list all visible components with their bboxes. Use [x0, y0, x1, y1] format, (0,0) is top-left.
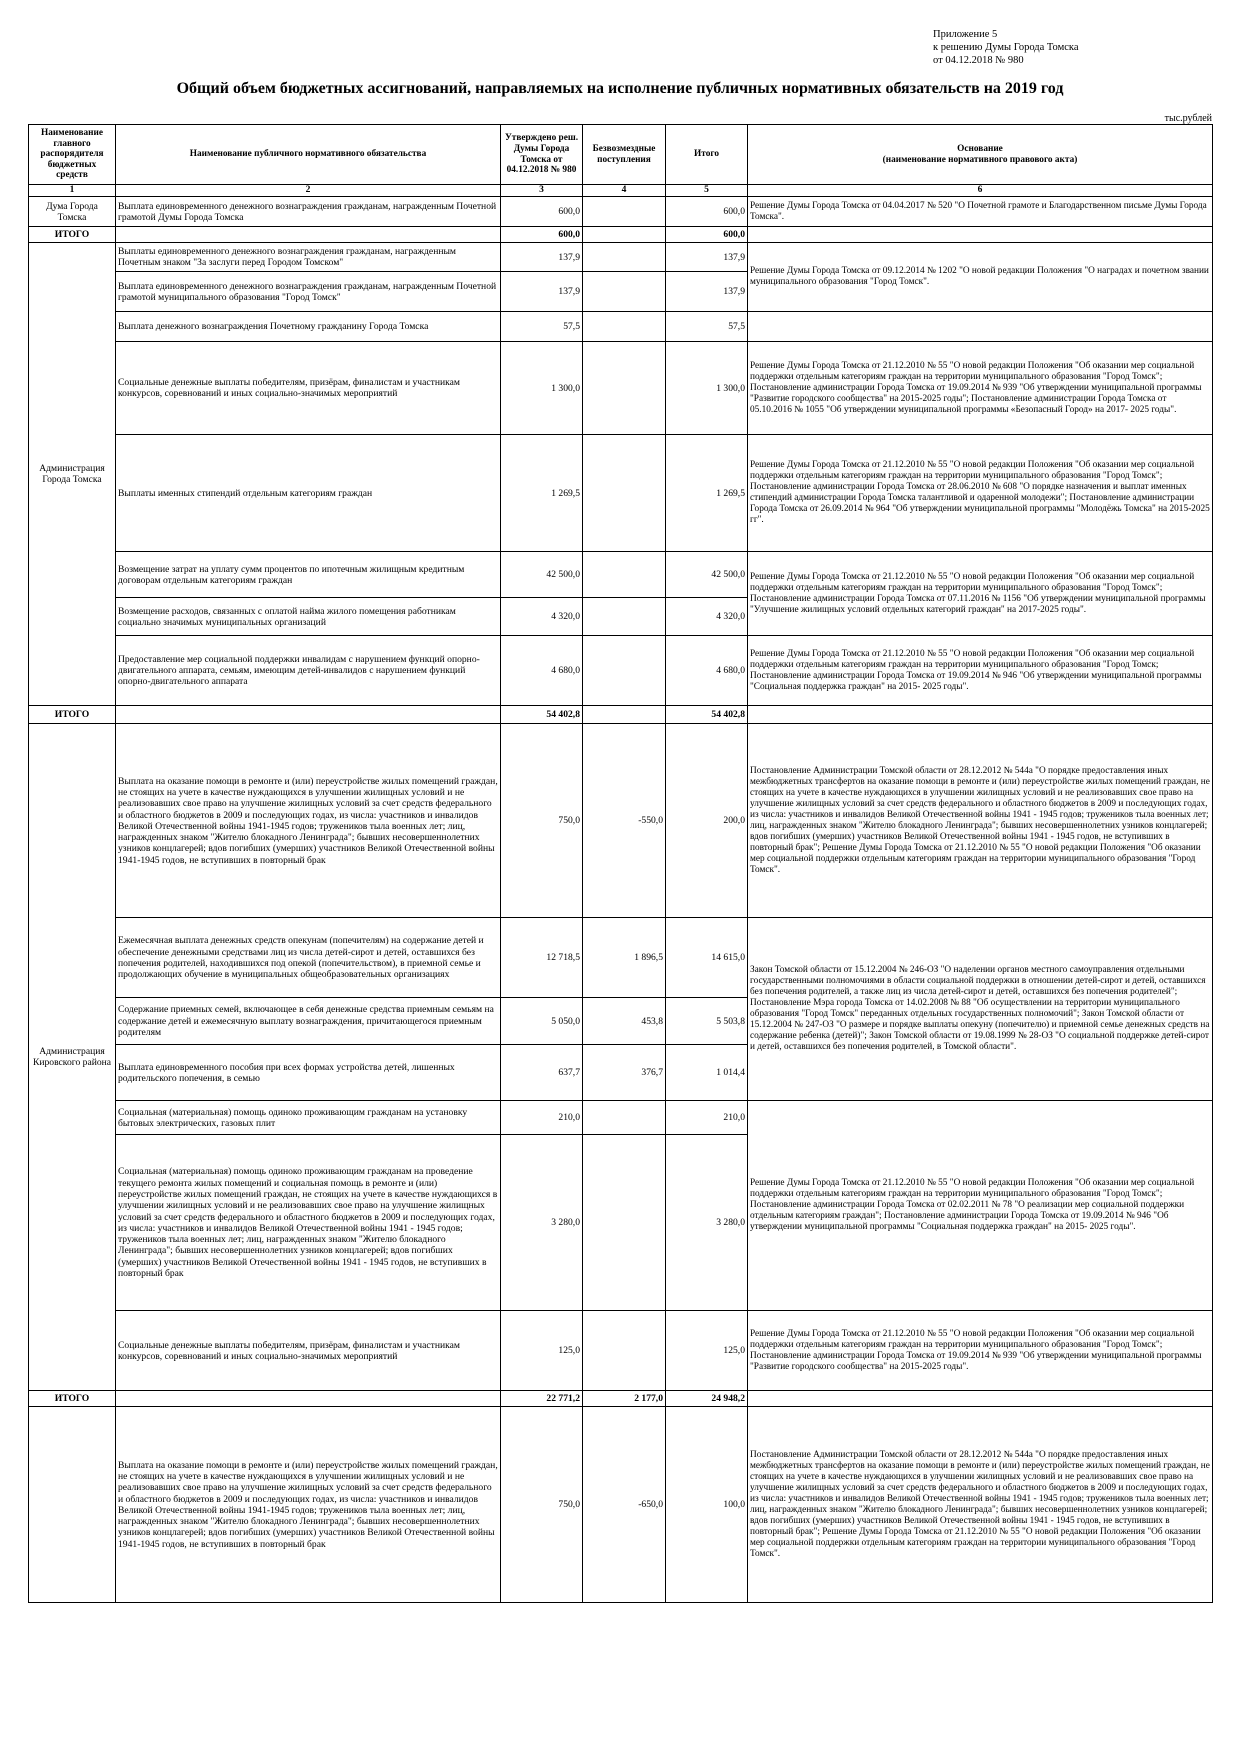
total-cell: 54 402,8 [666, 706, 748, 724]
header-cell: Итого [666, 125, 748, 185]
basis-cell: Постановление Администрации Томской области от 28.12.2012 № 544а "О порядке предоставления иных межбюджетных трансфертов на оказание помощи в ремонте и (или) переустройстве жилых помещений граждан, не стоящих на учете в качестве нуждающихся в улучшении жилищных условий и не реализовавших свое право на улучшение жилищных условий за счет средств федерального и областного бюджетов в 2009 и последующих годах, из числа: участников и инвалидов Великой Отечественной войны 1941 - 1945 годов; тружеников тыла военных лет; лиц, награжденных знаком "Жителю блокадного Ленинграда"; бывших несовершеннолетних узников концлагерей; вдов погибших (умерших) участников Великой Отечественной войны 1941 - 1945 годов, не вступивших в повторный брак"; Решение Думы Города Томска от 21.12.2010 № 55 "О новой редакции Положения "Об оказании мер социальной поддержки отдельным категориям граждан на территории муниципального образования "Город Томск". [748, 1407, 1213, 1603]
org-cell: Администрация Кировского района [29, 724, 116, 1391]
total-label: ИТОГО [29, 706, 116, 724]
total-cell: 4 680,0 [666, 636, 748, 706]
basis-cell [748, 227, 1213, 243]
total-cell: 100,0 [666, 1407, 748, 1603]
annex-note [933, 28, 1079, 67]
grants-cell [583, 243, 666, 272]
approved-cell: 54 402,8 [501, 706, 583, 724]
obligation-cell: Социальная (материальная) помощь одиноко проживающим гражданам на проведение текущего ремонта жилых помещений и социальная помощь в ремонте и (или) переустройстве жилых помещений граждан, не стоящих на учете в качестве нуждающихся в улучшении жилищных условий и не реализовавших свое право на улучшение жилищных условий за счет средств федерального и областного бюджетов в 2009 и последующих годах, из числа: участников и инвалидов Великой Отечественной войны 1941 - 1945 годов; тружеников тыла военных лет; лиц, награжденных знаком "Жителю блокадного Ленинграда"; бывших несовершеннолетних узников концлагерей; вдов погибших (умерших) участников Великой Отечественной войны 1941 - 1945 годов, не вступивших в повторный брак [116, 1135, 501, 1311]
approved-cell: 3 280,0 [501, 1135, 583, 1311]
obligation-cell: Социальная (материальная) помощь одиноко проживающим гражданам на установку бытовых электрических, газовых плит [116, 1101, 501, 1135]
total-label: ИТОГО [29, 1391, 116, 1407]
total-cell: 1 269,5 [666, 435, 748, 552]
grants-cell [583, 552, 666, 598]
obligation-cell: Социальные денежные выплаты победителям, призёрам, финалистам и участникам конкурсов, соревнований и иных социально-значимых мероприятий [116, 342, 501, 435]
obligation-cell: Предоставление мер социальной поддержки инвалидам с нарушением функций опорно-двигательного аппарата, семьям, имеющим детей-инвалидов с нарушением функций опорно-двигательного аппарата [116, 636, 501, 706]
basis-cell: Решение Думы Города Томска от 21.12.2010 № 55 "О новой редакции Положения "Об оказании мер социальной поддержки отдельным категориям граждан на территории муниципального образования "Город Томск"; Постановление администрации Города Томска от 07.11.2016 № 1156 "Об утверждении муниципальной программы "Улучшение жилищных условий отдельных категорий граждан" на 2017-2025 годы". [748, 552, 1213, 636]
approved-cell: 1 269,5 [501, 435, 583, 552]
grants-cell: 376,7 [583, 1045, 666, 1101]
header-cell: Утверждено реш. Думы Города Томска от 04.12.2018 № 980 [501, 125, 583, 185]
table-row [29, 312, 1213, 342]
total-cell: 5 503,8 [666, 998, 748, 1045]
obligation-cell: Возмещение затрат на уплату сумм процентов по ипотечным жилищным кредитным договорам отдельным категориям граждан [116, 552, 501, 598]
approved-cell: 42 500,0 [501, 552, 583, 598]
document-title: Общий объем бюджетных ассигнований, направляемых на исполнение публичных нормативных обязательств на 2019 год [176, 80, 1064, 97]
basis-cell [748, 706, 1213, 724]
column-number: 1 [29, 185, 116, 197]
approved-cell: 137,9 [501, 272, 583, 312]
basis-cell: Постановление Администрации Томской области от 28.12.2012 № 544а "О порядке предоставления иных межбюджетных трансфертов на оказание помощи в ремонте и (или) переустройстве жилых помещений граждан, не стоящих на учете в качестве нуждающихся в улучшении жилищных условий и не реализовавших свое право на улучшение жилищных условий за счет средств федерального и областного бюджетов в 2009 и последующих годах, из числа: участников и инвалидов Великой Отечественной войны 1941 - 1945 годов; тружеников тыла военных лет; лиц, награжденных знаком "Жителю блокадного Ленинграда"; бывших несовершеннолетних узников концлагерей; вдов погибших (умерших) участников Великой Отечественной войны 1941 - 1945 годов, не вступивших в повторный брак"; Решение Думы Города Томска от 21.12.2010 № 55 "О новой редакции Положения "Об оказании мер социальной поддержки отдельным категориям граждан на территории муниципального образования "Город Томск". [748, 724, 1213, 918]
approved-cell: 637,7 [501, 1045, 583, 1101]
basis-cell: Решение Думы Города Томска от 04.04.2017 № 520 "О Почетной грамоте и Благодарственном письме Думы Города Томска". [748, 197, 1213, 227]
approved-cell: 750,0 [501, 724, 583, 918]
org-cell: Администрация Города Томска [29, 243, 116, 706]
table-row [29, 724, 1213, 918]
header-cell: Наименование главного распорядителя бюджетных средств [29, 125, 116, 185]
column-number: 2 [116, 185, 501, 197]
obligation-cell: Ежемесячная выплата денежных средств опекунам (попечителям) на содержание детей и обеспечение денежными средствами лиц из числа детей-сирот и детей, оставшихся без попечения родителей, находившихся под опекой (попечительством), в приемной семье и продолжающих обучение в муниципальных общеобразовательных организациях [116, 918, 501, 998]
approved-cell: 137,9 [501, 243, 583, 272]
table-row [29, 1407, 1213, 1603]
basis-cell: Закон Томской области от 15.12.2004 № 246-ОЗ "О наделении органов местного самоуправления отдельными государственными полномочиями в области социальной поддержки в отношении детей-сирот и детей, оставшихся без попечения родителей, а также лиц из числа детей-сирот и детей, оставшихся без попечения родителей"; Постановление Мэра города Томска от 14.02.2008 № 88 "Об осуществлении на территории муниципального образования "Город Томск" переданных отдельных государственных полномочий"; Закон Томской области от 15.12.2004 № 247-ОЗ "О размере и порядке выплаты опекуну (попечителю) и приемной семье денежных средств на содержание ребенка (детей)"; Закон Томской области от 19.08.1999 № 28-ОЗ "О социальной поддержке детей-сирот и детей, оставшихся без попечения родителей, в Томской области". [748, 918, 1213, 1101]
header-basis-line: Основание [957, 143, 1003, 154]
obligation-cell: Выплаты именных стипендий отдельным категориям граждан [116, 435, 501, 552]
column-number: 6 [748, 185, 1213, 197]
approved-cell: 600,0 [501, 197, 583, 227]
approved-cell: 750,0 [501, 1407, 583, 1603]
total-cell: 137,9 [666, 272, 748, 312]
annex-line: от 04.12.2018 № 980 [933, 55, 1024, 66]
obligation-cell: Социальные денежные выплаты победителям, призёрам, финалистам и участникам конкурсов, соревнований и иных социально-значимых мероприятий [116, 1311, 501, 1391]
basis-cell [748, 1391, 1213, 1407]
table-row [29, 1101, 1213, 1135]
total-cell: 600,0 [666, 227, 748, 243]
org-cell: Дума Города Томска [29, 197, 116, 227]
grants-cell [583, 1101, 666, 1135]
obligation-cell: Выплата денежного вознаграждения Почетному гражданину Города Томска [116, 312, 501, 342]
approved-cell: 57,5 [501, 312, 583, 342]
table-row [29, 636, 1213, 706]
total-cell: 600,0 [666, 197, 748, 227]
total-cell: 1 300,0 [666, 342, 748, 435]
total-cell: 137,9 [666, 243, 748, 272]
column-number: 4 [583, 185, 666, 197]
total-cell: 14 615,0 [666, 918, 748, 998]
annex-line: Приложение 5 [933, 29, 998, 40]
obligation-cell: Содержание приемных семей, включающее в себя денежные средства приемным семьям на содержание детей и ежемесячную выплату вознаграждения, причитающегося приемным родителям [116, 998, 501, 1045]
obligation-cell: Выплата на оказание помощи в ремонте и (или) переустройстве жилых помещений граждан, не стоящих на учете в качестве нуждающихся в улучшении жилищных условий и не реализовавших свое право на улучшение жилищных условий за счет средств федерального и областного бюджетов в 2009 и последующих годах, из числа: участников и инвалидов Великой Отечественной войны 1941-1945 годов; тружеников тыла военных лет; лиц, награжденных знаком "Жителю блокадного Ленинграда"; бывших несовершеннолетних узников концлагерей; вдов погибших (умерших) участников Великой Отечественной войны 1941-1945 годов, не вступивших в повторный брак [116, 1407, 501, 1603]
header-cell [748, 125, 1213, 185]
table-row [29, 342, 1213, 435]
basis-cell: Решение Думы Города Томска от 21.12.2010 № 55 "О новой редакции Положения "Об оказании мер социальной поддержки отдельным категориям граждан на территории муниципального образования "Город Томск; Постановление администрации Города Томска от 19.09.2014 № 946 "Об утверждении муниципальной программы "Социальная поддержка граждан" на 2015- 2025 годы". [748, 636, 1213, 706]
table-row [29, 918, 1213, 998]
units-label: тыс.рублей [1164, 113, 1212, 124]
total-row [29, 706, 1213, 724]
table-row [29, 552, 1213, 598]
header-basis-line: (наименование нормативного правового акта) [882, 154, 1078, 165]
header-cell: Наименование публичного нормативного обязательства [116, 125, 501, 185]
grants-cell [583, 272, 666, 312]
total-cell: 1 014,4 [666, 1045, 748, 1101]
total-cell: 210,0 [666, 1101, 748, 1135]
approved-cell: 4 680,0 [501, 636, 583, 706]
table-row [29, 243, 1213, 272]
approved-cell: 12 718,5 [501, 918, 583, 998]
grants-cell [583, 636, 666, 706]
table-row [29, 197, 1213, 227]
approved-cell: 4 320,0 [501, 598, 583, 636]
grants-cell [583, 227, 666, 243]
obligation-cell [116, 706, 501, 724]
obligation-cell: Выплата единовременного пособия при всех формах устройства детей, лишенных родительского попечения, в семью [116, 1045, 501, 1101]
grants-cell [583, 706, 666, 724]
header-row [29, 125, 1213, 185]
total-cell: 200,0 [666, 724, 748, 918]
total-cell: 125,0 [666, 1311, 748, 1391]
grants-cell [583, 598, 666, 636]
grants-cell: 453,8 [583, 998, 666, 1045]
approved-cell: 22 771,2 [501, 1391, 583, 1407]
total-row [29, 1391, 1213, 1407]
basis-cell: Решение Думы Города Томска от 09.12.2014 № 1202 "О новой редакции Положения "О наградах и почетном звании муниципального образования "Город Томск". [748, 243, 1213, 312]
table-row [29, 435, 1213, 552]
approved-cell: 600,0 [501, 227, 583, 243]
approved-cell: 5 050,0 [501, 998, 583, 1045]
grants-cell [583, 435, 666, 552]
grants-cell [583, 312, 666, 342]
grants-cell: 1 896,5 [583, 918, 666, 998]
total-cell: 3 280,0 [666, 1135, 748, 1311]
obligation-cell: Возмещение расходов, связанных с оплатой найма жилого помещения работникам социально значимых муниципальных организаций [116, 598, 501, 636]
basis-cell [748, 312, 1213, 342]
header-cell: Безвозмездные поступления [583, 125, 666, 185]
basis-cell: Решение Думы Города Томска от 21.12.2010 № 55 "О новой редакции Положения "Об оказании мер социальной поддержки отдельным категориям граждан на территории муниципального образования "Город Томск"; Постановление администрации Города Томска от 02.02.2011 № 78 "О реализации мер социальной поддержки отдельным категориям граждан"; Постановление администрации Города Томска от 19.09.2014 № 946 "Об утверждении муниципальной программы "Социальная поддержка граждан" на 2015- 2025 годы". [748, 1101, 1213, 1311]
table-row [29, 1311, 1213, 1391]
grants-cell [583, 1311, 666, 1391]
basis-cell: Решение Думы Города Томска от 21.12.2010 № 55 "О новой редакции Положения "Об оказании мер социальной поддержки отдельным категориям граждан на территории муниципального образования "Город Томск"; Постановление администрации Города Томска от 19.09.2014 № 939 "Об утверждении муниципальной программы "Развитие городского сообщества" на 2015-2025 годы". [748, 1311, 1213, 1391]
total-cell: 4 320,0 [666, 598, 748, 636]
obligation-cell [116, 227, 501, 243]
total-row [29, 227, 1213, 243]
obligation-cell [116, 1391, 501, 1407]
grants-cell: -650,0 [583, 1407, 666, 1603]
basis-cell: Решение Думы Города Томска от 21.12.2010 № 55 "О новой редакции Положения "Об оказании мер социальной поддержки отдельным категориям граждан на территории муниципального образования "Город Томск"; Постановление администрации Города Томска от 19.09.2014 № 939 "Об утверждении муниципальной программы "Развитие городского сообщества" на 2015-2025 годы"; Постановление администрации Города Томска от 05.10.2016 № 1055 "Об утверждении муниципальной программы «Безопасный Город» на 2017- 2025 годы". [748, 342, 1213, 435]
annex-line: к решению Думы Города Томска [933, 42, 1079, 53]
grants-cell [583, 1135, 666, 1311]
grants-cell: 2 177,0 [583, 1391, 666, 1407]
column-number: 5 [666, 185, 748, 197]
budget-table [28, 124, 1213, 1603]
obligation-cell: Выплата единовременного денежного вознаграждения гражданам, награжденным Почетной грамотой Думы Города Томска [116, 197, 501, 227]
column-number: 3 [501, 185, 583, 197]
obligation-cell: Выплата на оказание помощи в ремонте и (или) переустройстве жилых помещений граждан, не стоящих на учете в качестве нуждающихся в улучшении жилищных условий и не реализовавших свое право на улучшение жилищных условий за счет средств федерального и областного бюджетов в 2009 и последующих годах, из числа: участников и инвалидов Великой Отечественной войны 1941-1945 годов; тружеников тыла военных лет; лиц, награжденных знаком "Жителю блокадного Ленинграда"; бывших несовершеннолетних узников концлагерей; вдов погибших (умерших) участников Великой Отечественной войны 1941-1945 годов, не вступивших в повторный брак [116, 724, 501, 918]
approved-cell: 125,0 [501, 1311, 583, 1391]
basis-cell: Решение Думы Города Томска от 21.12.2010 № 55 "О новой редакции Положения "Об оказании мер социальной поддержки отдельным категориям граждан на территории муниципального образования "Город Томск"; Постановление администрации Города Томска от 28.06.2010 № 608 "О порядке назначения и выплат именных стипендий администрации Города Томска талантливой и одаренной молодежи"; Постановление администрации Города Томска от 26.09.2014 № 964 "Об утверждении муниципальной программы "Молодёжь Томска" на 2015-2025 гг". [748, 435, 1213, 552]
grants-cell: -550,0 [583, 724, 666, 918]
grants-cell [583, 197, 666, 227]
org-cell [29, 1407, 116, 1603]
obligation-cell: Выплаты единовременного денежного вознаграждения гражданам, награжденным Почетным знаком "За заслуги перед Городом Томском" [116, 243, 501, 272]
total-label: ИТОГО [29, 227, 116, 243]
total-cell: 57,5 [666, 312, 748, 342]
approved-cell: 210,0 [501, 1101, 583, 1135]
total-cell: 42 500,0 [666, 552, 748, 598]
column-number-row [29, 185, 1213, 197]
total-cell: 24 948,2 [666, 1391, 748, 1407]
obligation-cell: Выплата единовременного денежного вознаграждения гражданам, награжденным Почетной грамотой муниципального образования "Город Томск" [116, 272, 501, 312]
approved-cell: 1 300,0 [501, 342, 583, 435]
grants-cell [583, 342, 666, 435]
